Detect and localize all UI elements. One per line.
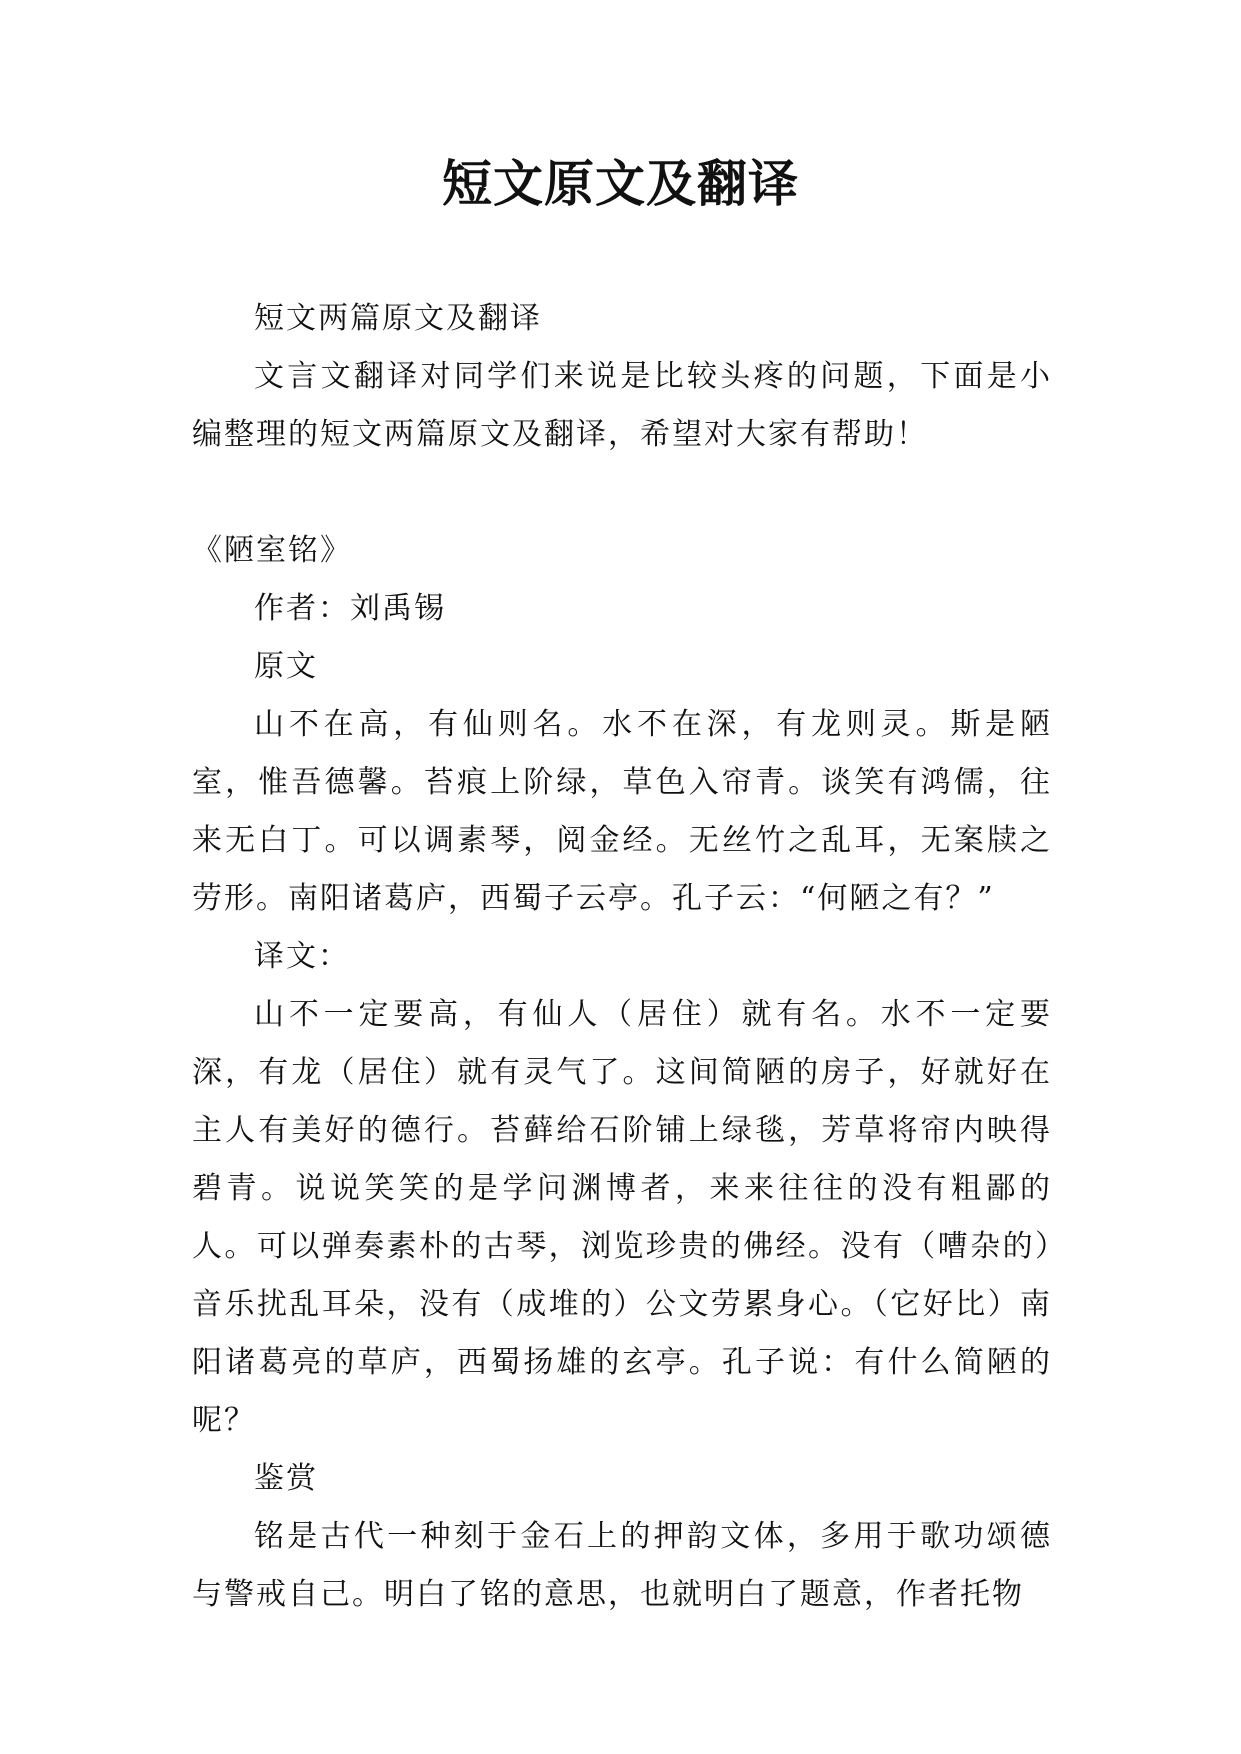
document-body — [192, 290, 1052, 1624]
subtitle: 短文两篇原文及翻译 — [254, 301, 542, 336]
intro-paragraph: 文言文翻译对同学们来说是比较头疼的问题，下面是小编整理的短文两篇原文及翻译，希望对大家有帮助！ — [192, 359, 1052, 452]
original-text: 山不在高，有仙则名。水不在深，有龙则灵。斯是陋室，惟吾德馨。苔痕上阶绿，草色入帘青。谈笑有鸿儒，往来无白丁。可以调素琴，阅金经。无丝竹之乱耳，无案牍之劳形。南阳诸葛庐，西蜀子云亭。孔子云：“何陋之有？” — [192, 707, 1052, 916]
appreciation-heading: 鉴赏 — [254, 1461, 318, 1496]
original-heading: 原文 — [254, 649, 318, 684]
translation-text: 山不一定要高，有仙人（居住）就有名。水不一定要深，有龙（居住）就有灵气了。这间简陋的房子，好就好在主人有美好的德行。苔藓给石阶铺上绿毯，芳草将帘内映得碧青。说说笑笑的是学问渊博者，来来往往的没有粗鄙的人。可以弹奏素朴的古琴，浏览珍贵的佛经。没有（嘈杂的）音乐扰乱耳朵，没有（成堆的）公文劳累身心。（它好比）南阳诸葛亮的草庐，西蜀扬雄的玄亭。孔子说：有什么简陋的呢？ — [192, 997, 1052, 1438]
document-title: 短文原文及翻译 — [442, 154, 799, 213]
author-line: 作者：刘禹锡 — [254, 591, 446, 626]
translation-heading: 译文： — [254, 939, 350, 974]
appreciation-text: 铭是古代一种刻于金石上的押韵文体，多用于歌功颂德与警戒自己。明白了铭的意思，也就明白了题意，作者托物 — [192, 1519, 1052, 1612]
spacer — [192, 464, 1052, 522]
essay-title: 《陋室铭》 — [192, 533, 352, 568]
